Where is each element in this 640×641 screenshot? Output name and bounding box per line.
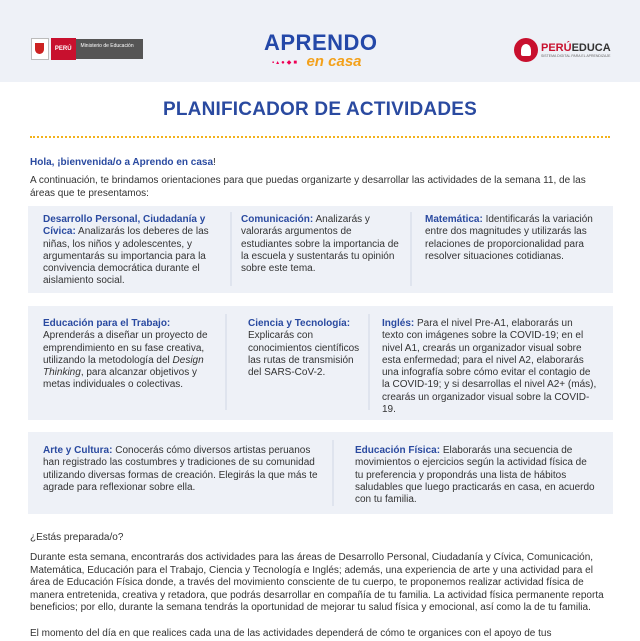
column-separator [230,212,232,286]
question: ¿Estás preparada/o? [30,532,124,543]
area-arte-cultura: Arte y Cultura: Conocerás cómo diversos artistas peruanos han registrado las costumbres y tradiciones de su comunidad utilizando diversas formas de creación. Elegirás la que más te agrade para reflexionar sobre ella. [43,445,318,493]
intro-paragraph: A continuación, te brindamos orientaciones para que puedas organizarte y desarrollar las actividades de la semana 11, de las áreas que te presentamos: [30,175,586,199]
peruduca-logo: PERÚEDUCA SISTEMA DIGITAL PARA EL APRENDIZAJE [514,38,611,62]
area-dpcc: Desarrollo Personal, Ciudadanía y Cívica: Analizarás los deberes de las niñas, los niños y adolescentes, y argumentarás su importancia para la convivencia democrática durante el aislamiento social. [43,214,209,287]
dotted-divider [30,136,610,138]
column-separator [368,314,370,410]
minedu-logo: PERÚ Ministerio de Educación [31,38,143,60]
area-ingles: Inglés: Para el nivel Pre-A1, elaborarás un texto con imágenes sobre la COVID-19; en el nivel A1, crearás un organizador visual sobre esta enfermedad; para el nivel A2, elaborarás una infografía sobre cómo evitar el contagio de la COVID-19; y si desarrollas el nivel A2+ (más), crearás un organizador visual sobre la COVID-19. [382,318,597,416]
shield-icon [31,38,49,60]
body-paragraph-2: El momento del día en que realices cada una de las actividades dependerá de cómo te organices con el apoyo de tus [30,628,552,639]
column-separator [225,314,227,410]
area-comunicacion: Comunicación: Analizarás y valorarás argumentos de estudiantes sobre la importancia de la escuela y sustentarás tu opinión sobre este tema. [241,214,399,275]
header-banner [0,0,640,82]
greeting: Hola, ¡bienvenida/o a Aprendo en casa! [30,157,216,168]
aprendo-en-casa-logo: APRENDO en casa ▪▴●◆■ [264,30,378,70]
column-separator [332,440,334,506]
area-educacion-fisica: Educación Física: Elaborarás una secuencia de movimientos o ejercicios según la actividad física de tu preferencia y propondrás una lista de hábitos saludables que luego practicarás en casa, en acuerdo con tu familia. [355,445,595,506]
colored-dots-icon: ▪▴●◆■ [272,60,300,66]
page-title: PLANIFICADOR DE ACTIVIDADES [163,99,477,120]
area-ciencia-tecnologia: Ciencia y Tecnología: Explicarás con conocimientos científicos las rutas de transmisión del SARS-CoV-2. [248,318,360,379]
body-paragraph-1: Durante esta semana, encontrarás dos actividades para las áreas de Desarrollo Personal, Ciudadanía y Cívica, Comunicación, Matemática, Educación para el Trabajo, Ciencia y Tecnología e Inglés; además, una experiencia de arte y una actividad para el área de Educación Física donde, a través del movimiento consciente de tu cuerpo, te proponemos realizar actividad física de manera entretenida, creativa y retadora, que podrás desarrollar en compañía de tu familia. La actividad física permanente reporta beneficios; por ello, durante la semana tendrás la oportunidad de mejorar tu salud física y emocional, así como la de tu familia. [30,552,604,613]
column-separator [410,212,412,286]
peruduca-icon [514,38,538,62]
area-matematica: Matemática: Identificarás la variación entre dos magnitudes y utilizarás las relaciones de proporcionalidad para resolver situaciones cotidianas. [425,214,593,262]
area-educacion-trabajo: Educación para el Trabajo: Aprenderás a diseñar un proyecto de emprendimiento en su fase creativa, utilizando la metodología del Design Thinking, para alcanzar objetivos y metas individuales o colectivas. [43,318,208,391]
